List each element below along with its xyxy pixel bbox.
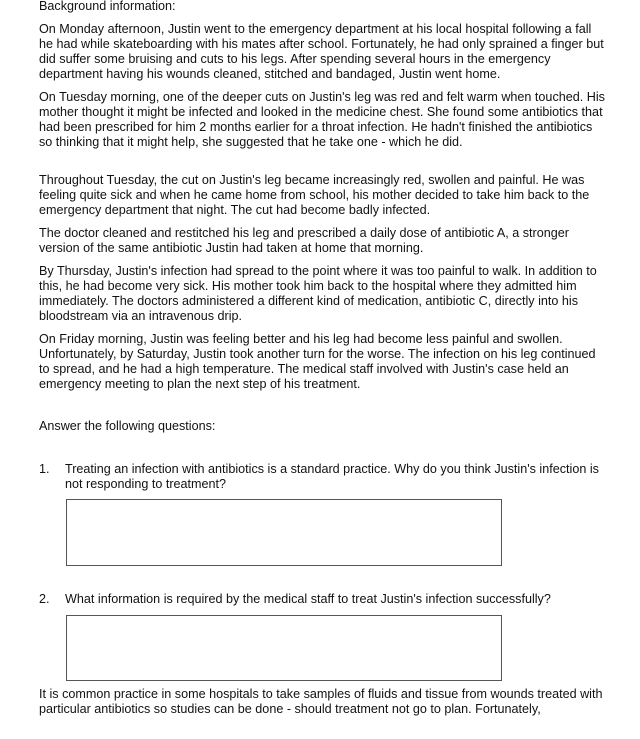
question-2-text: What information is required by the medical staff to treat Justin's infection successfully? [65,592,551,606]
question-2-answer-field[interactable] [66,615,502,681]
instructions-text: Answer the following questions: [39,419,216,433]
question-2-number: 2. [39,592,50,606]
question-2 [39,592,605,607]
background-paragraph-doctor: The doctor cleaned and restitched his leg and prescribed a daily dose of antibiotic A, a stronger version of the same antibiotic Justin had taken at home that morning. [39,226,569,255]
background-paragraph-tuesday-morning: On Tuesday morning, one of the deeper cuts on Justin's leg was red and felt warm when touched. His mother thought it might be infected and looked in the medicine chest. She found some antibiotics that had been prescribed for him 2 months earlier for a throat infection. He hadn't finished the antibiotics so thinking that it might help, she suggested that he take one - which he did. [39,90,605,149]
question-1-answer-field[interactable] [66,499,502,566]
background-paragraph-tuesday: Throughout Tuesday, the cut on Justin's leg became increasingly red, swollen and painful. He was feeling quite sick and when he came home from school, his mother decided to take him back to the emergency department that night. The cut had become badly infected. [39,173,590,217]
question-1-text: Treating an infection with antibiotics is a standard practice. Why do you think Justin's infection is not responding to treatment? [65,462,599,491]
background-paragraph-thursday: By Thursday, Justin's infection had spread to the point where it was too painful to walk. In addition to this, he had become very sick. His mother took him back to the hospital where they admitted him immediately. The doctors administered a different kind of medication, antibiotic C, directly into his bloodstream via an intravenous drip. [39,264,597,323]
background-paragraph-monday: On Monday afternoon, Justin went to the emergency department at his local hospital following a fall he had while skateboarding with his mates after school. Fortunately, he had only sprained a finger but did suffer some bruising and cuts to his legs. After spending several hours in the emergency department having his wounds cleaned, stitched and bandaged, Justin went home. [39,22,604,81]
background-paragraph-friday: On Friday morning, Justin was feeling better and his leg had become less painful and swollen. Unfortunately, by Saturday, Justin took another turn for the worse. The infection on his leg continued to spread, and he had a high temperature. The medical staff involved with Justin's case held an emergency meeting to plan the next step of his treatment. [39,332,596,391]
question-1 [39,462,605,492]
closing-paragraph: It is common practice in some hospitals to take samples of fluids and tissue from wounds treated with particular antibiotics so studies can be done - should treatment not go to plan. Fortunately, [39,687,603,716]
background-heading: Background information: [39,0,176,13]
question-1-number: 1. [39,462,50,476]
